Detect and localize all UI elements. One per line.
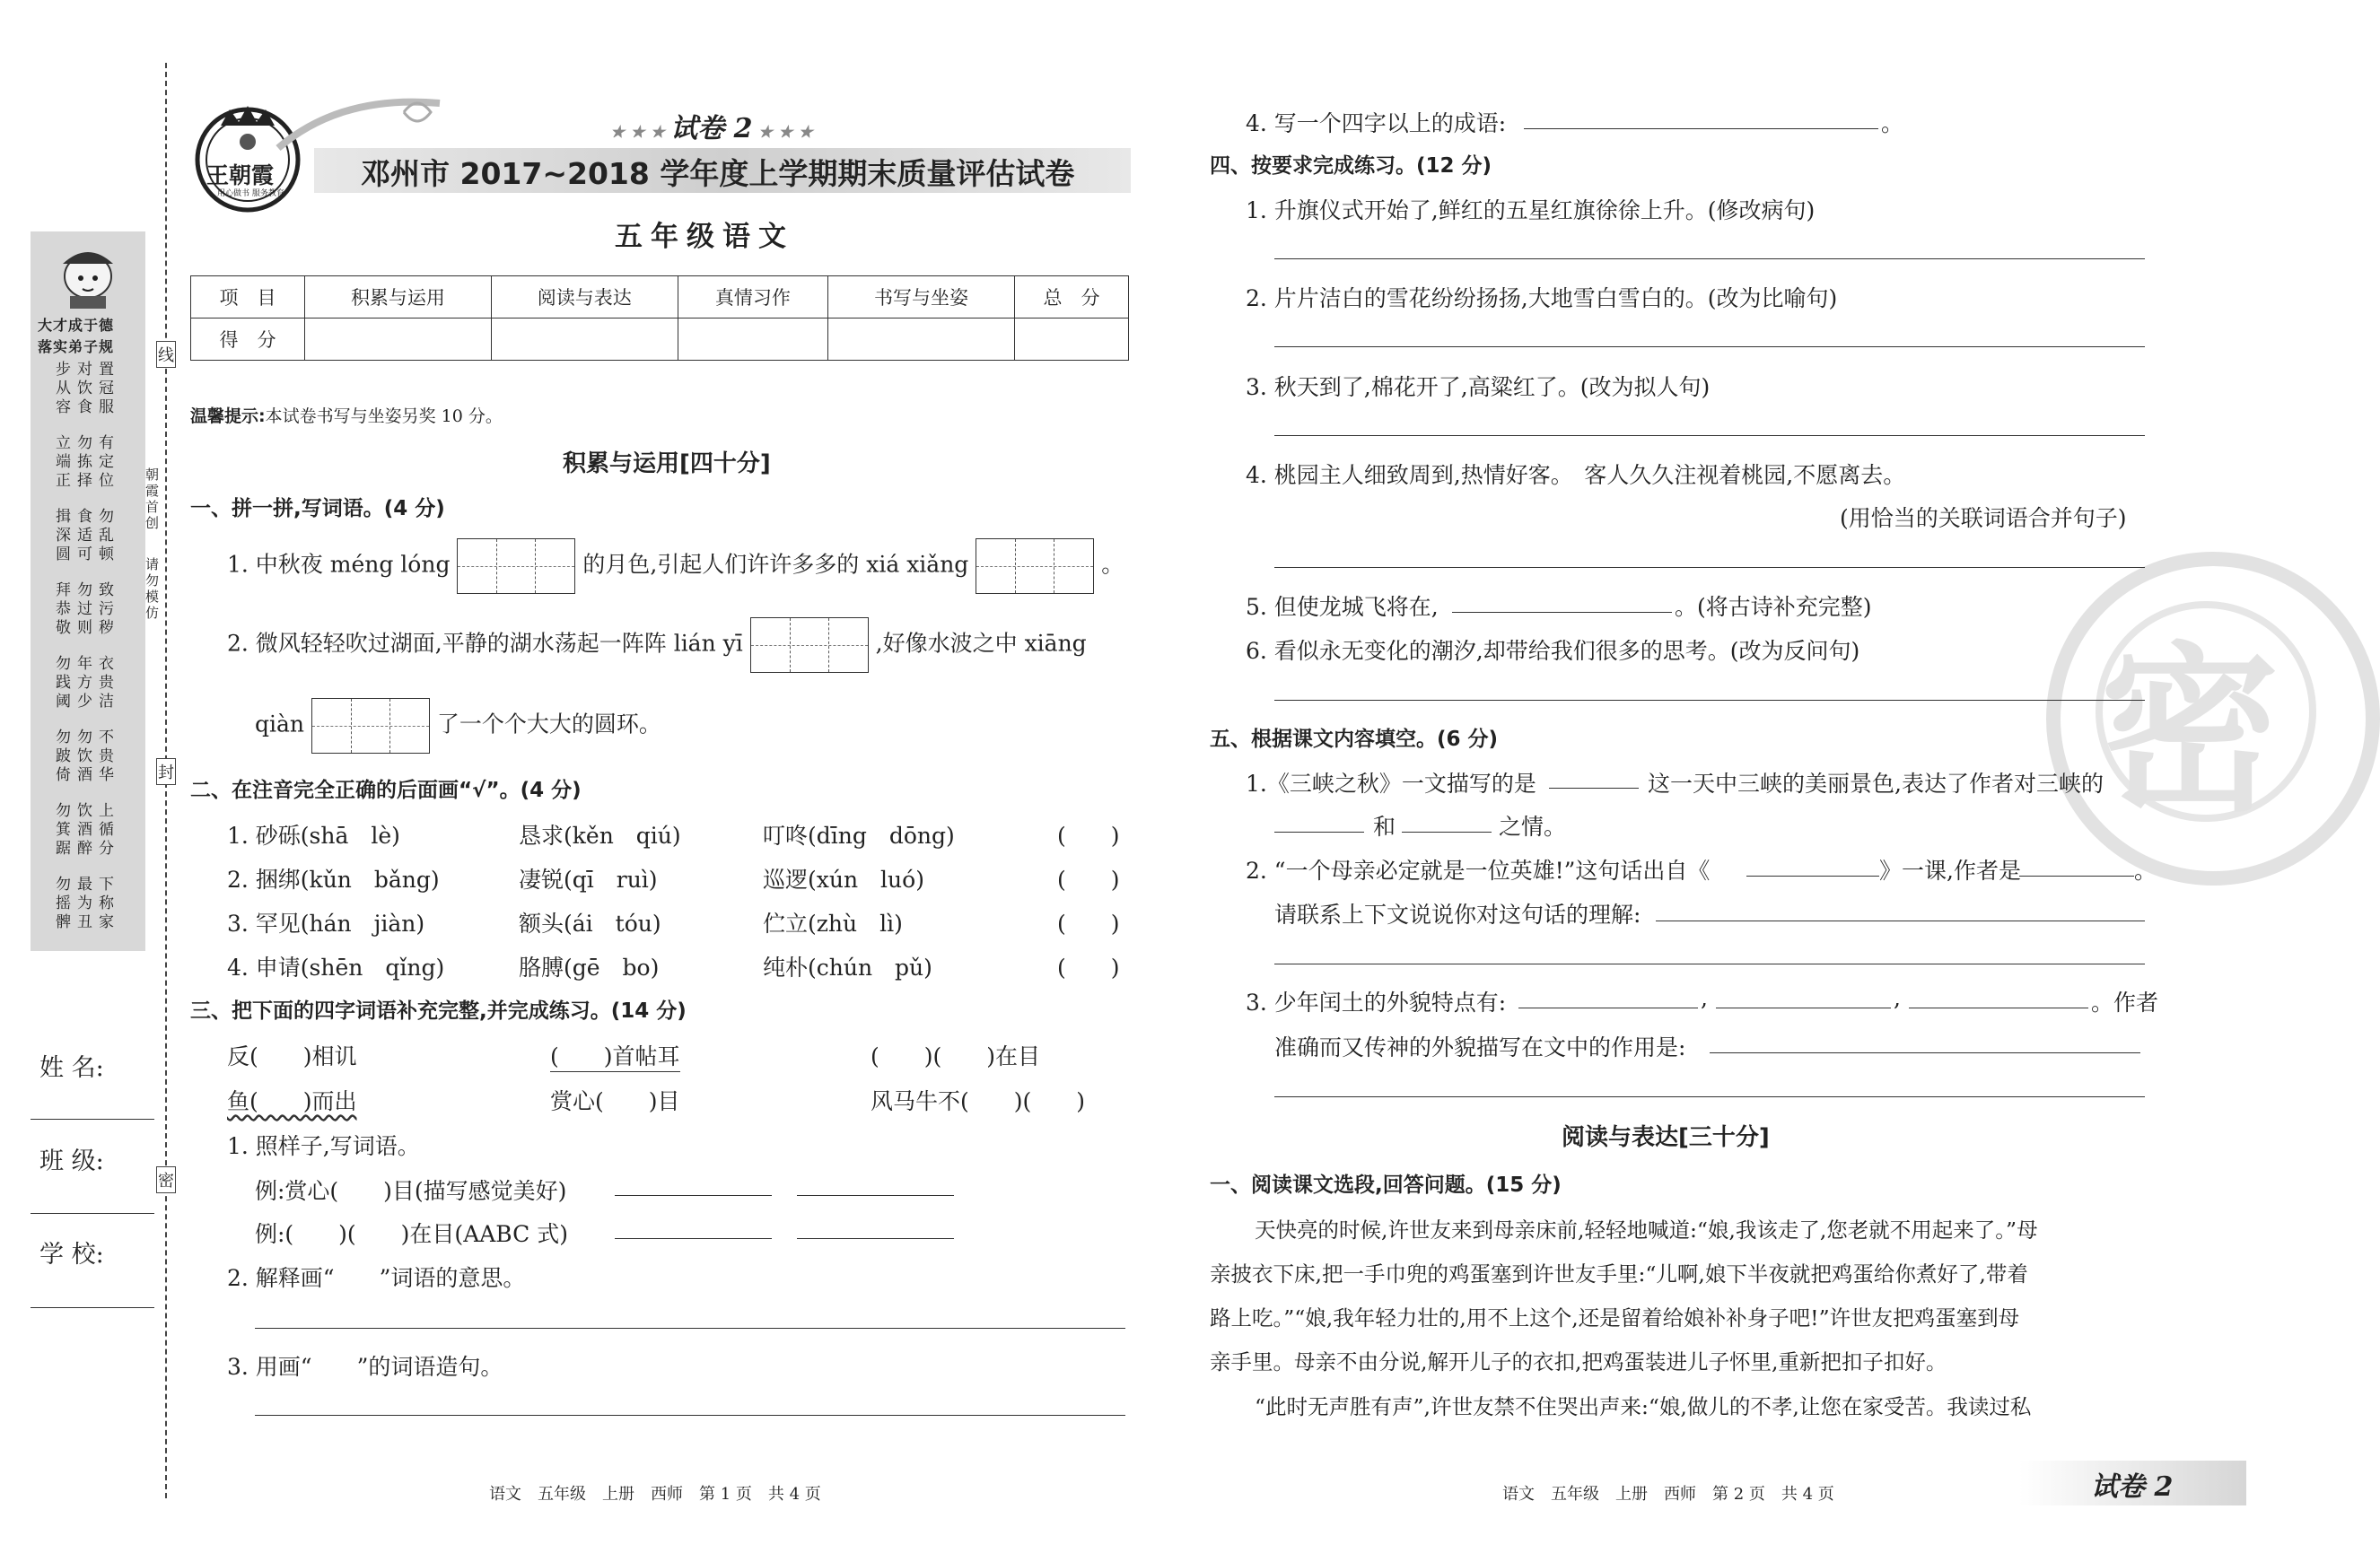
q3-sub1-ex1: 例:赏心( )目(描写感觉美好) <box>255 1178 567 1204</box>
q3-sub2: 2. 解释画“ ”词语的意思。 <box>227 1265 526 1291</box>
q3-r1-a: 反( )相讥 <box>227 1043 357 1069</box>
q2-word: 额头(ái tóu) <box>519 911 661 937</box>
sidebar-maxim-column: 置冠服 <box>99 361 114 416</box>
answer-line[interactable] <box>1274 700 2145 701</box>
score-cell[interactable] <box>828 319 1015 361</box>
q3-sub3: 3. 用画“ ”的词语造句。 <box>227 1354 503 1380</box>
q4-title: 四、按要求完成练习。(12 分) <box>1210 154 1492 178</box>
q2-word: 巡逻(xún luó) <box>763 867 924 893</box>
reading-line: 天快亮的时候,许世友来到母亲床前,轻轻地喊道:“娘,我该走了,您老就不用起来了。”母 <box>1255 1217 2038 1243</box>
q1-line1 <box>227 538 1124 594</box>
sidebar-maxim-column: 食适可 <box>77 508 92 563</box>
sidebar-maxim-column: 勿摇髀 <box>56 876 71 931</box>
score-header: 总 分 <box>1014 276 1128 319</box>
sidebar-maxim-column: 有定位 <box>99 434 114 490</box>
score-header: 真情习作 <box>678 276 827 319</box>
name-field[interactable] <box>31 1119 154 1120</box>
score-cell[interactable] <box>678 319 827 361</box>
answer-grid[interactable] <box>976 538 1094 594</box>
sidebar-maxim-column: 不贵华 <box>99 729 114 784</box>
star-icon: ★ ★ ★ <box>752 123 813 142</box>
star-icon: ★ ★ ★ <box>610 123 671 142</box>
q1-text: 的月色,引起人们许许多多的 xiá xiǎng <box>582 551 969 578</box>
sidebar-maxim-column: 衣贵洁 <box>99 655 114 711</box>
q2-word: 纯朴(chún pǔ) <box>763 955 932 981</box>
answer-line[interactable] <box>1274 346 2145 347</box>
sidebar-maxim-column: 年方少 <box>77 655 92 711</box>
sidebar-maxim-column: 勿饮酒 <box>77 729 92 784</box>
q5-title: 五、根据课文内容填空。(6 分) <box>1210 728 1499 751</box>
q2-word: 叮咚(dīng dōng) <box>763 823 955 849</box>
answer-line[interactable] <box>1452 612 1672 613</box>
q3-sub1: 1. 照样子,写词语。 <box>227 1133 420 1159</box>
q2-title: 二、在注音完全正确的后面画“√”。(4 分) <box>190 779 582 802</box>
score-header: 阅读与表达 <box>491 276 678 319</box>
answer-line[interactable] <box>1402 832 1492 833</box>
sidebar-maxim-column: 饮酒醉 <box>77 802 92 858</box>
sidebar-maxim-column: 勿跛倚 <box>56 729 71 784</box>
answer-line[interactable] <box>615 1238 772 1239</box>
answer-line[interactable] <box>1274 567 2145 568</box>
binding-feng: 封 <box>156 758 176 785</box>
answer-line[interactable] <box>1274 258 2145 259</box>
q2-word: 4. 申请(shēn qǐng) <box>227 955 445 981</box>
confidential-stamp-text: 密 <box>2100 625 2280 836</box>
q2-word: 凄锐(qī ruì) <box>519 867 658 893</box>
q1-line2 <box>227 617 1087 673</box>
q2-word: 2. 捆绑(kǔn bǎng) <box>227 867 440 893</box>
q3-r2-a <box>227 1084 357 1116</box>
sidebar-maxim-column: 揖深圆 <box>56 508 71 563</box>
paper-number-text: 试卷 2 <box>670 113 753 144</box>
s2-q1-title: 一、阅读课文选段,回答问题。(15 分) <box>1210 1174 1562 1197</box>
q2-word: 伫立(zhù lì) <box>763 911 903 937</box>
section2-title: 阅读与表达[三十分] <box>1562 1124 1770 1151</box>
score-header: 积累与运用 <box>305 276 492 319</box>
score-row-label: 得 分 <box>191 319 305 361</box>
brand-name: 王朝霞 <box>206 162 275 188</box>
q3-r2-b: 赏心( )目 <box>550 1088 680 1114</box>
reading-line: “此时无声胜有声”,许世友禁不住哭出声来:“娘,做儿的不孝,让您在家受苦。我读过私 <box>1255 1394 2032 1419</box>
answer-line[interactable] <box>1274 435 2145 436</box>
score-table <box>190 275 1129 361</box>
q5-item2c: 。 <box>2134 858 2157 884</box>
footer-left: 语文 五年级 上册 西师 第 1 页 共 4 页 <box>489 1485 821 1504</box>
sidebar-maxim-column: 上循分 <box>99 802 114 858</box>
exam-title: 邓州市 2017~2018 学年度上学期期末质量评估试卷 <box>361 156 1075 191</box>
q5-item1b: 这一天中三峡的美丽景色,表达了作者对三峡的 <box>1648 771 2104 797</box>
class-label: 班 级: <box>39 1148 104 1175</box>
q1-text: ,好像水波之中 xiāng <box>875 630 1087 657</box>
binding-xian: 线 <box>156 341 176 368</box>
sidebar-maxim-column: 拜恭敬 <box>56 581 71 637</box>
sidebar-maxim-column: 勿过则 <box>77 581 92 637</box>
q1-title: 一、拼一拼,写词语。(4 分) <box>190 497 445 520</box>
q5-item1d: 之情。 <box>1499 814 1567 840</box>
name-label: 姓 名: <box>39 1054 104 1082</box>
binding-warning-2: 请勿模仿 <box>145 556 160 621</box>
score-header: 项 目 <box>191 276 305 319</box>
q5-item1c: 和 <box>1373 814 1396 840</box>
q2-word: 3. 罕见(hán jiàn) <box>227 911 425 937</box>
q1-text: qiàn <box>255 711 305 737</box>
sidebar-maxim-column: 勿箕踞 <box>56 802 71 858</box>
sidebar-maxim-column: 勿践阈 <box>56 655 71 711</box>
sidebar-maxim-column: 勿拣择 <box>77 434 92 490</box>
q2-answer-paren[interactable]: ( ) <box>1057 955 1120 981</box>
q3-sub1-ex2: 例:( )( )在目(AABC 式) <box>255 1221 568 1247</box>
section1-title: 积累与运用[四十分] <box>563 450 771 477</box>
sidebar-motto-1: 大才成于德 <box>38 317 115 334</box>
q5-item3c: , <box>1894 985 1901 1011</box>
answer-line[interactable] <box>615 1195 772 1196</box>
q4-item1: 1. 升旗仪式开始了,鲜红的五星红旗徐徐上升。(修改病句) <box>1246 197 1816 223</box>
tip <box>190 403 503 427</box>
binding-warning-1: 朝霞首创 <box>145 467 160 531</box>
footer-right: 语文 五年级 上册 西师 第 2 页 共 4 页 <box>1502 1485 1834 1504</box>
answer-line[interactable] <box>2019 876 2134 877</box>
sidebar-maxim-column: 立端正 <box>56 434 71 490</box>
q3-item4: 4. 写一个四字以上的成语: <box>1246 110 1507 136</box>
q5-item2a: 2. “一个母亲必定就是一位英雄!”这句话出自《 <box>1246 858 1711 884</box>
q5-item3e: 准确而又传神的外貌描写在文中的作用是: <box>1274 1034 1686 1060</box>
answer-line[interactable] <box>797 1238 954 1239</box>
q2-word: 胳膊(gē bo) <box>519 955 660 981</box>
sidebar-maxim-column: 步从容 <box>56 361 71 416</box>
school-field[interactable] <box>31 1307 154 1308</box>
sidebar-maxim-column: 勿乱顿 <box>99 508 114 563</box>
answer-line[interactable] <box>1549 788 1639 789</box>
cartoon-mascot-icon <box>43 239 133 310</box>
reading-line: 亲披衣下床,把一手巾兜的鸡蛋塞到许世友手里:“儿啊,娘下半夜就把鸡蛋给你煮好了,带着 <box>1210 1261 2028 1287</box>
q4-item2: 2. 片片洁白的雪花纷纷扬扬,大地雪白雪白的。(改为比喻句) <box>1246 285 1838 311</box>
answer-grid[interactable] <box>457 538 575 594</box>
q1-text: 。 <box>1101 551 1124 578</box>
q3-r1-b <box>550 1039 680 1072</box>
q1-line3 <box>255 698 661 754</box>
reading-line: 亲手里。母亲不由分说,解开儿子的衣扣,把鸡蛋装进儿子怀里,重新把扣子扣好。 <box>1210 1349 1947 1374</box>
sidebar-maxim-column: 对饮食 <box>77 361 92 416</box>
score-header: 书写与坐姿 <box>828 276 1015 319</box>
exam-subject: 五年级语文 <box>615 221 794 253</box>
answer-grid[interactable] <box>311 698 430 754</box>
paper-number <box>610 106 813 145</box>
q5-item1a: 1.《三峡之秋》一文描写的是 <box>1246 771 1536 797</box>
q2-answer-paren[interactable]: ( ) <box>1057 867 1120 893</box>
q4-item4-note: (用恰当的关联词语合并句子) <box>1840 505 2127 531</box>
reading-line: 路上吃。”“娘,我年轻力壮的,用不上这个,还是留着给娘补补身子吧!”许世友把鸡蛋塞到母 <box>1210 1305 2020 1331</box>
q2-word: 1. 砂砾(shā lè) <box>227 823 400 849</box>
answer-line[interactable] <box>1274 832 1364 833</box>
q5-item2d: 请联系上下文说说你对这句话的理解: <box>1274 902 1641 928</box>
q4-item5b: 。(将古诗补充完整) <box>1675 594 1872 620</box>
score-cell[interactable] <box>1014 319 1128 361</box>
q1-text: 1. 中秋夜 méng lóng <box>227 551 451 578</box>
q5-item2b: 》一课,作者是 <box>1879 858 2021 884</box>
answer-line[interactable] <box>1710 1052 2140 1053</box>
score-cell[interactable] <box>305 319 492 361</box>
sidebar-maxim-column: 致污秽 <box>99 581 114 637</box>
q5-item3d: 。作者 <box>2091 990 2159 1016</box>
q1-text: 2. 微风轻轻吹过湖面,平静的湖水荡起一阵阵 lián yī <box>227 630 743 657</box>
footer-tag: 试卷 2 <box>2091 1471 2174 1503</box>
tip-text: 本试卷书写与坐姿另奖 10 分。 <box>265 406 503 426</box>
tip-label: 温馨提示: <box>190 406 266 426</box>
q2-answer-paren[interactable]: ( ) <box>1057 911 1120 937</box>
q3-item4-end: 。 <box>1881 110 1904 136</box>
q3-r2-c: 风马牛不( )( ) <box>871 1088 1086 1114</box>
answer-line[interactable] <box>255 1328 1125 1329</box>
school-label: 学 校: <box>39 1241 104 1269</box>
q4-item4: 4. 桃园主人细致周到,热情好客。 客人久久注视着桃园,不愿离去。 <box>1246 462 1906 488</box>
q5-item3b: , <box>1701 985 1708 1011</box>
brand-subtitle: 用心做书 服务教育 <box>217 189 284 198</box>
score-cell[interactable] <box>491 319 678 361</box>
answer-line[interactable] <box>797 1195 954 1196</box>
answer-grid[interactable] <box>750 617 869 673</box>
q2-word: 恳求(kěn qiú) <box>519 823 681 849</box>
answer-line[interactable] <box>1746 876 1879 877</box>
q4-item3: 3. 秋天到了,棉花开了,高粱红了。(改为拟人句) <box>1246 374 1711 400</box>
q5-item3a: 3. 少年闰土的外貌特点有: <box>1246 990 1507 1016</box>
class-field[interactable] <box>31 1213 154 1214</box>
answer-line[interactable] <box>1274 1096 2145 1097</box>
q3-title: 三、把下面的四字词语补充完整,并完成练习。(14 分) <box>190 999 687 1023</box>
q4-item6: 6. 看似永无变化的潮汐,却带给我们很多的思考。(改为反问句) <box>1246 638 1860 664</box>
answer-line[interactable] <box>255 1415 1125 1416</box>
q3-r1-b-text: ( )首帖耳 <box>550 1039 680 1072</box>
q4-item5a: 5. 但使龙城飞将在, <box>1246 594 1439 620</box>
binding-mi: 密 <box>156 1166 176 1193</box>
q2-answer-paren[interactable]: ( ) <box>1057 823 1120 849</box>
answer-line[interactable] <box>1524 128 1878 129</box>
q1-text: 了一个个大大的圆环。 <box>436 711 661 737</box>
sidebar-maxim-column: 下称家 <box>99 876 114 931</box>
q3-r1-c: ( )( )在目 <box>871 1043 1041 1069</box>
sidebar-maxim-column: 最为丑 <box>77 876 92 931</box>
q3-r2-a-text: 鱼( )而出 <box>227 1088 357 1114</box>
sidebar-motto-2: 落实弟子规 <box>38 338 115 355</box>
